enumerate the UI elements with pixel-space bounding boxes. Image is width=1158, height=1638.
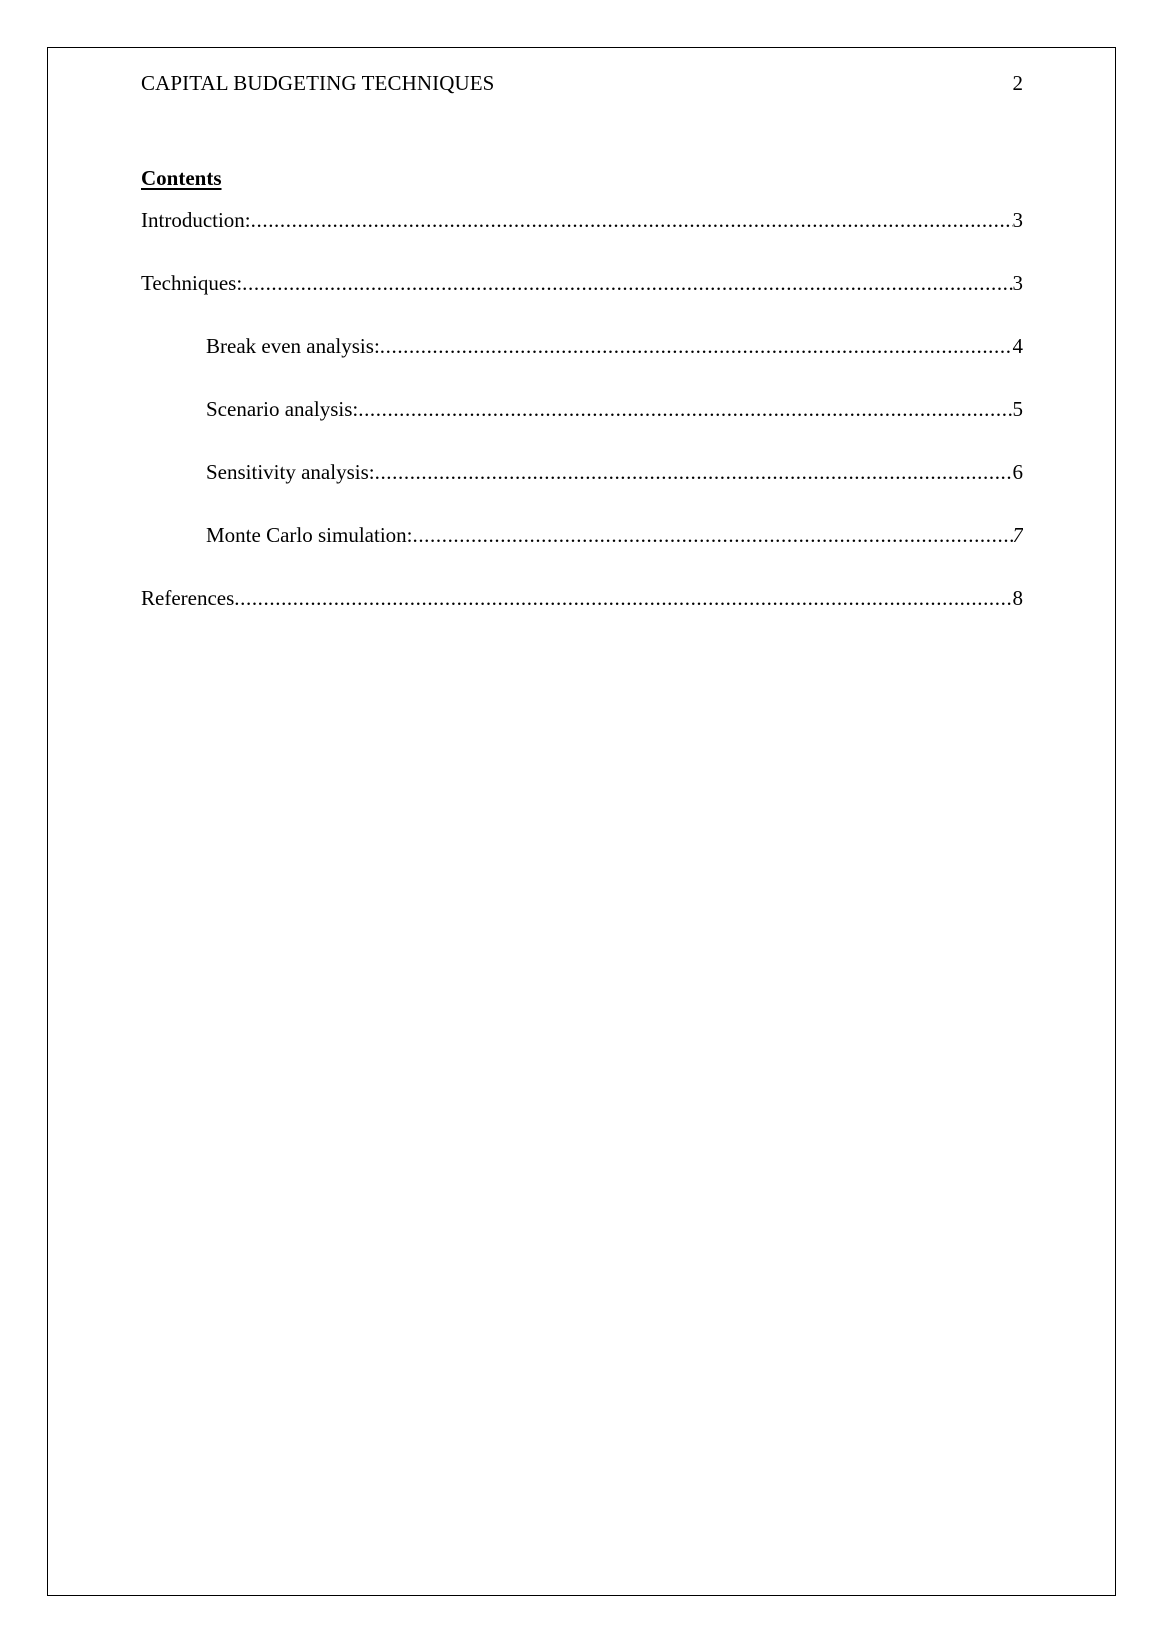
contents-heading: Contents bbox=[141, 166, 222, 190]
dot-leader bbox=[412, 520, 1012, 550]
toc-entry-label: Sensitivity analysis: bbox=[206, 460, 375, 484]
toc-entry-label: References bbox=[141, 586, 235, 610]
dot-leader bbox=[234, 583, 1012, 613]
dot-leader bbox=[242, 268, 1012, 298]
page-number: 2 bbox=[1012, 71, 1023, 95]
running-title: CAPITAL BUDGETING TECHNIQUES bbox=[141, 71, 495, 95]
toc-entry-page: 5 bbox=[1012, 397, 1023, 421]
dot-leader bbox=[380, 331, 1013, 361]
toc-entry-page: 3 bbox=[1012, 271, 1023, 295]
dot-leader bbox=[251, 205, 1013, 235]
toc-entry-label: Introduction: bbox=[141, 208, 251, 232]
toc-entry-page: 6 bbox=[1012, 460, 1023, 484]
dot-leader bbox=[358, 394, 1012, 424]
toc-entry-label: Techniques: bbox=[141, 271, 243, 295]
toc-entry-scenario-analysis[interactable] bbox=[206, 394, 1023, 424]
toc-entry-page: 8 bbox=[1012, 586, 1023, 610]
toc-entry-page: 3 bbox=[1012, 208, 1023, 232]
toc-entry-break-even-analysis[interactable] bbox=[206, 331, 1023, 361]
toc-entry-label: Break even analysis: bbox=[206, 334, 380, 358]
toc-entry-monte-carlo-simulation[interactable] bbox=[206, 520, 1023, 550]
toc-entry-page: 7 bbox=[1012, 523, 1023, 547]
toc-entry-techniques[interactable] bbox=[141, 268, 1023, 298]
toc-entry-page: 4 bbox=[1012, 334, 1023, 358]
toc-entry-sensitivity-analysis[interactable] bbox=[206, 457, 1023, 487]
toc-entry-references[interactable] bbox=[141, 583, 1023, 613]
dot-leader bbox=[375, 457, 1013, 487]
toc-entry-label: Monte Carlo simulation: bbox=[206, 523, 413, 547]
running-header bbox=[141, 68, 1023, 98]
toc-entry-label: Scenario analysis: bbox=[206, 397, 359, 421]
toc-entry-introduction[interactable] bbox=[141, 205, 1023, 235]
